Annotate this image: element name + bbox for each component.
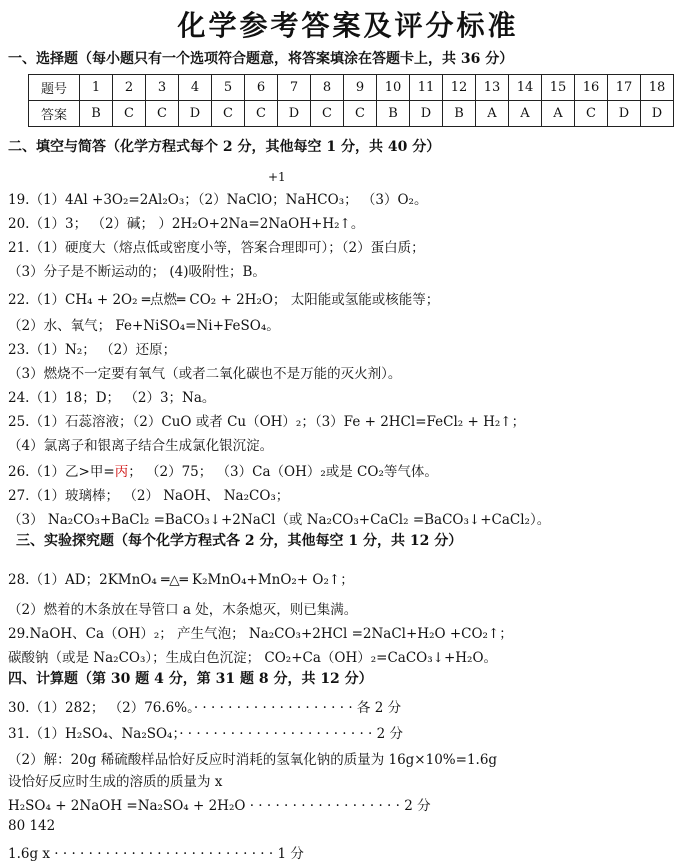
answer-cell: C bbox=[146, 101, 179, 127]
question-number-cell: 14 bbox=[509, 75, 542, 101]
question-number-cell: 18 bbox=[641, 75, 674, 101]
answer-line: 30.（1）282； （2）76.6%。· · · · · · · · · · · · · · · · · · · 各 2 分 bbox=[8, 700, 402, 716]
question-number-cell: 16 bbox=[575, 75, 608, 101]
answer-cell: C bbox=[245, 101, 278, 127]
answer-line: （2）燃着的木条放在导管口 a 处，木条熄灭，则已集满。 bbox=[8, 602, 358, 618]
answer-line: 28.（1）AD；2KMnO₄ ═△═ K₂MnO₄+MnO₂+ O₂↑； bbox=[8, 572, 354, 588]
answer-line: H₂SO₄ + 2NaOH =Na₂SO₄ + 2H₂O · · · · · · · · · · · · · · · · · · 2 分 bbox=[8, 798, 431, 814]
answer-line: 24.（1）18；D； （2）3；Na。 bbox=[8, 390, 216, 406]
answer-cell: D bbox=[641, 101, 674, 127]
question-number-cell: 8 bbox=[311, 75, 344, 101]
answer-cell: C bbox=[311, 101, 344, 127]
answer-cell: B bbox=[80, 101, 113, 127]
valence-annotation: +1 bbox=[268, 170, 286, 184]
answer-cell: C bbox=[344, 101, 377, 127]
question-number-cell: 15 bbox=[542, 75, 575, 101]
answer-table bbox=[28, 74, 674, 127]
section-4-heading: 四、计算题（第 30 题 4 分，第 31 题 8 分，共 12 分） bbox=[8, 671, 373, 687]
answer-line: （2）解：20g 稀硫酸样品恰好反应时消耗的氢氧化钠的质量为 16g×10%=1.6g bbox=[8, 752, 498, 768]
question-number-cell: 9 bbox=[344, 75, 377, 101]
section-2-heading: 二、填空与简答（化学方程式每个 2 分，其他每空 1 分，共 40 分） bbox=[8, 139, 441, 155]
answer-line: 19.（1）4Al +3O₂=2Al₂O₃；（2）NaClO；NaHCO₃； （3）O₂。 bbox=[8, 192, 428, 208]
answer-line: 21.（1）硬度大（熔点低或密度小等，答案合理即可）；（2）蛋白质； bbox=[8, 240, 425, 256]
answer-cell: C bbox=[113, 101, 146, 127]
question-number-cell: 7 bbox=[278, 75, 311, 101]
table-row-answers bbox=[29, 101, 674, 127]
page-title: 化学参考答案及评分标准 bbox=[177, 9, 519, 42]
answer-line: （3）分子是不断运动的； (4)吸附性；B。 bbox=[8, 264, 266, 280]
answer-line: 碳酸钠（或是 Na₂CO₃）；生成白色沉淀； CO₂+Ca（OH）₂=CaCO₃↓+H₂O。 bbox=[8, 650, 498, 666]
answer-line: 20.（1）3； （2）碱； ）2H₂O+2Na=2NaOH+H₂↑。 bbox=[8, 216, 365, 232]
question-number-cell: 13 bbox=[476, 75, 509, 101]
question-number-cell: 2 bbox=[113, 75, 146, 101]
question-number-cell: 11 bbox=[410, 75, 443, 101]
answer-text: 26.（1）乙>甲= bbox=[8, 464, 115, 480]
question-number-cell: 6 bbox=[245, 75, 278, 101]
question-number-cell: 3 bbox=[146, 75, 179, 101]
question-number-cell: 5 bbox=[212, 75, 245, 101]
answer-cell: D bbox=[278, 101, 311, 127]
table-row-numbers bbox=[29, 75, 674, 101]
answer-cell: D bbox=[179, 101, 212, 127]
question-number-cell: 1 bbox=[80, 75, 113, 101]
answer-line: （3） Na₂CO₃+BaCl₂ =BaCO₃↓+2NaCl（或 Na₂CO₃+CaCl₂ =BaCO₃↓+CaCl₂）。 bbox=[8, 512, 551, 528]
answer-cell: A bbox=[509, 101, 542, 127]
answer-highlight: 丙 bbox=[114, 464, 129, 480]
table-header-label: 题号 bbox=[29, 75, 80, 101]
answer-text: ； （2）75； （3）Ca（OH）₂或是 CO₂等气体。 bbox=[128, 464, 438, 480]
question-number-cell: 12 bbox=[443, 75, 476, 101]
answer-line: 80 142 bbox=[8, 818, 56, 834]
answer-cell: A bbox=[476, 101, 509, 127]
answer-line: 23.（1）N₂； （2）还原； bbox=[8, 342, 177, 358]
section-1-heading: 一、选择题（每小题只有一个选项符合题意，将答案填涂在答题卡上，共 36 分） bbox=[8, 51, 514, 67]
answer-cell: A bbox=[542, 101, 575, 127]
answer-cell: C bbox=[575, 101, 608, 127]
answer-cell: D bbox=[608, 101, 641, 127]
answer-cell: D bbox=[410, 101, 443, 127]
answer-line: 设恰好反应时生成的溶质的质量为 x bbox=[8, 774, 223, 790]
answer-line: （3）燃烧不一定要有氧气（或者二氧化碳也不是万能的灭火剂）。 bbox=[8, 366, 402, 382]
answer-line-26 bbox=[8, 460, 438, 480]
answer-line: 27.（1）玻璃棒； （2） NaOH、 Na₂CO₃； bbox=[8, 488, 290, 504]
question-number-cell: 4 bbox=[179, 75, 212, 101]
answer-line: 29.NaOH、Ca（OH）₂； 产生气泡； Na₂CO₃+2HCl =2NaCl+H₂O +CO₂↑； bbox=[8, 626, 513, 642]
answer-cell: B bbox=[443, 101, 476, 127]
answer-line: 22.（1）CH₄ + 2O₂ ═点燃═ CO₂ + 2H₂O； 太阳能或氢能或核能等； bbox=[8, 292, 440, 308]
section-3-heading: 三、实验探究题（每个化学方程式各 2 分，其他每空 1 分，共 12 分） bbox=[16, 533, 463, 549]
answer-cell: C bbox=[212, 101, 245, 127]
question-number-cell: 17 bbox=[608, 75, 641, 101]
answer-line: 1.6g x · · · · · · · · · · · · · · · · · · · · · · · · · · 1 分 bbox=[8, 846, 304, 862]
answer-line: 25.（1）石蕊溶液；（2）CuO 或者 Cu（OH）₂；（3）Fe + 2HCl=FeCl₂ + H₂↑； bbox=[8, 414, 526, 430]
answer-line: 31.（1）H₂SO₄、Na₂SO₄；· · · · · · · · · · · · · · · · · · · · · · · 2 分 bbox=[8, 726, 404, 742]
answer-cell: B bbox=[377, 101, 410, 127]
question-number-cell: 10 bbox=[377, 75, 410, 101]
answer-line: （4）氯离子和银离子结合生成氯化银沉淀。 bbox=[8, 438, 274, 454]
table-answer-label: 答案 bbox=[29, 101, 80, 127]
answer-line: （2）水、氧气； Fe+NiSO₄=Ni+FeSO₄。 bbox=[8, 318, 280, 334]
